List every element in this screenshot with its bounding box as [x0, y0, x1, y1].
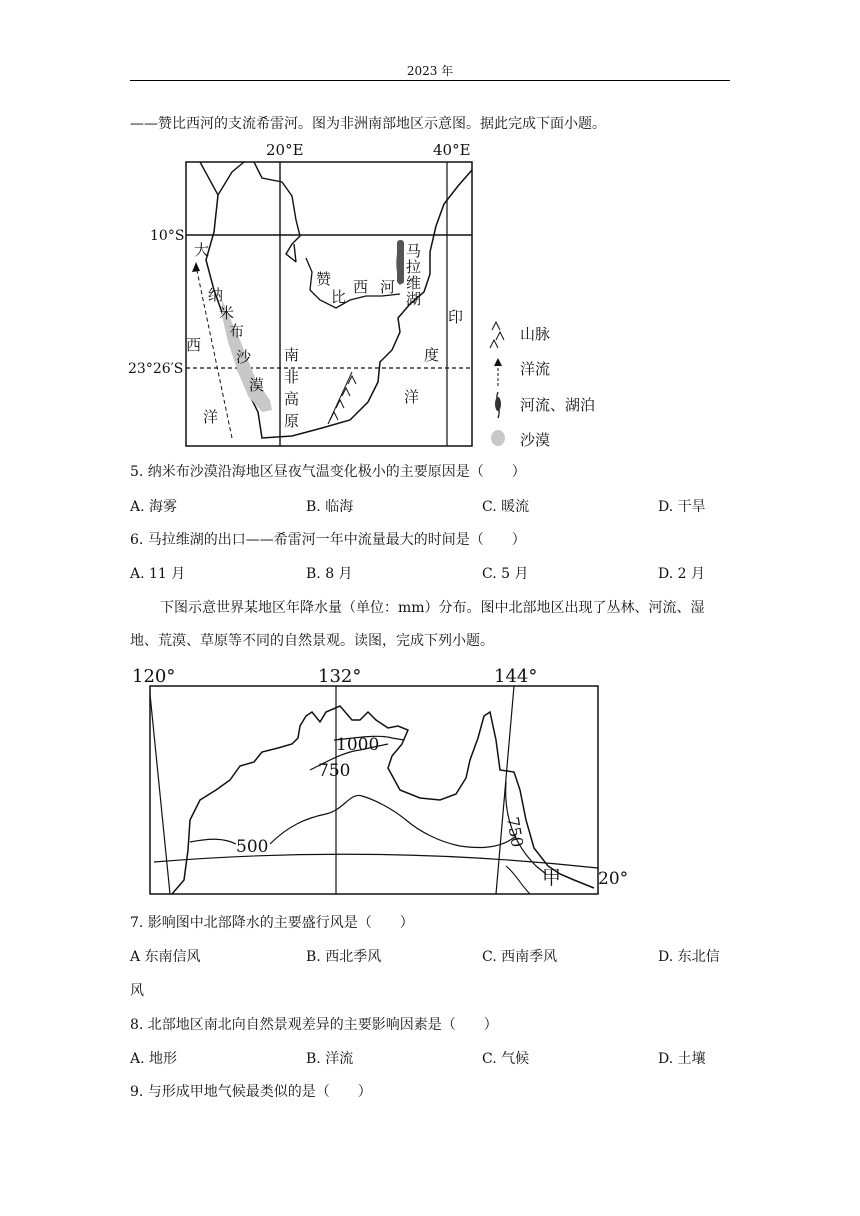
isohyet-label-500: 500: [236, 837, 269, 857]
legend-mountain-label: 山脉: [520, 325, 551, 343]
q7-option-a[interactable]: A 东南信风: [130, 949, 201, 965]
plateau-char-1: 南: [284, 346, 300, 364]
desert-char-1: 纳: [208, 286, 224, 304]
desert-char-3: 布: [229, 322, 245, 340]
australia-coastline: [172, 706, 594, 894]
q7-option-d[interactable]: D. 东北信: [658, 949, 720, 965]
q6-option-d[interactable]: D. 2 月: [658, 566, 705, 582]
river-char-2: 比: [331, 288, 347, 306]
desert-char-2: 米: [219, 304, 235, 322]
q7-option-c[interactable]: C. 西南季风: [482, 949, 558, 965]
legend-current-label: 洋流: [520, 360, 551, 378]
q7-option-b[interactable]: B. 西北季风: [306, 949, 382, 965]
intro2-line2: 地、荒漠、草原等不同的自然景观。读图，完成下列小题。: [130, 633, 494, 649]
intro-line: ——赞比西河的支流希雷河。图为非洲南部地区示意图。据此完成下面小题。: [130, 116, 606, 132]
meridian-120: [150, 694, 170, 894]
drakensberg-mountains: [328, 372, 356, 424]
lat-label-10s: 10°S: [150, 228, 185, 244]
point-jia: 甲: [542, 867, 562, 889]
river-char-4: 河: [380, 278, 396, 296]
river-char-3: 西: [353, 278, 369, 296]
southern-africa-map: [0, 135, 860, 455]
lat-label-20: 20°: [598, 869, 629, 889]
q6-option-a[interactable]: A. 11 月: [130, 566, 186, 582]
isohyet-label-1000: 1000: [336, 735, 380, 755]
q6-option-c[interactable]: C. 5 月: [482, 566, 529, 582]
legend-current-icon: [494, 358, 502, 386]
lake-char-1: 马: [406, 242, 422, 260]
q8-option-b[interactable]: B. 洋流: [306, 1051, 354, 1067]
meridian-144: [496, 686, 514, 894]
ocean-east-1: 印: [448, 308, 464, 326]
q8-option-c[interactable]: C. 气候: [482, 1051, 530, 1067]
lake-char-4: 湖: [406, 290, 422, 308]
minor-isoline: [506, 866, 530, 894]
q6-option-b[interactable]: B. 8 月: [306, 566, 353, 582]
lon-label-20e: 20°E: [266, 141, 304, 159]
q5-option-d[interactable]: D. 干旱: [658, 499, 706, 515]
lon-label-132: 132°: [318, 666, 362, 687]
river-char-1: 赞: [316, 270, 332, 288]
legend-desert-icon: [491, 430, 505, 446]
q8-option-d[interactable]: D. 土壤: [658, 1051, 706, 1067]
ocean-west-3: 洋: [203, 408, 219, 426]
q6-stem: 6. 马拉维湖的出口——希雷河一年中流量最大的时间是（ ）: [130, 532, 526, 548]
plateau-char-3: 高: [284, 390, 300, 408]
intro2-line1: 下图示意世界某地区年降水量（单位：mm）分布。图中北部地区出现了丛林、河流、湿: [160, 600, 705, 616]
q5-option-c[interactable]: C. 暖流: [482, 499, 530, 515]
q9-stem: 9. 与形成甲地气候最类似的是（ ）: [130, 1084, 372, 1100]
plateau-char-2: 非: [284, 368, 300, 386]
lon-label-144: 144°: [494, 666, 538, 687]
isohyet-label-750-east: 750: [503, 815, 528, 849]
q8-option-a[interactable]: A. 地形: [130, 1051, 178, 1067]
lat-label-tropic: 23°26′S: [128, 361, 184, 377]
current-arrowhead: [192, 262, 200, 272]
plateau-char-4: 原: [284, 412, 300, 430]
lon-label-120: 120°: [132, 666, 176, 687]
ocean-west-1: 大: [194, 241, 210, 259]
ocean-east-3: 洋: [404, 388, 420, 406]
rainfall-map: [0, 660, 860, 900]
desert-char-5: 漠: [249, 376, 265, 394]
west-coast: [200, 162, 300, 262]
legend-river-lake-icon: [495, 392, 501, 418]
q8-stem: 8. 北部地区南北向自然景观差异的主要影响因素是（ ）: [130, 1017, 498, 1033]
isohyet-label-750: 750: [318, 761, 351, 781]
page-header: 2023 年: [406, 64, 454, 78]
q5-stem: 5. 纳米布沙漠沿海地区昼夜气温变化极小的主要原因是（ ）: [130, 464, 526, 480]
desert-char-4: 沙: [236, 348, 252, 366]
legend-river-lake-label: 河流、湖泊: [520, 396, 596, 414]
lon-label-40e: 40°E: [433, 141, 471, 159]
q5-option-b[interactable]: B. 临海: [306, 499, 354, 515]
q7-stem: 7. 影响图中北部降水的主要盛行风是（ ）: [130, 915, 414, 931]
lake-malawi-body: [397, 240, 404, 284]
header-divider: [130, 80, 730, 81]
q7-option-d-wrap: 风: [130, 983, 144, 999]
legend-desert-label: 沙漠: [520, 431, 551, 449]
ocean-west-2: 西: [186, 336, 202, 354]
lake-char-3: 维: [406, 274, 422, 292]
legend-mountain-icon: [490, 322, 504, 348]
lake-char-2: 拉: [406, 258, 422, 276]
q5-option-a[interactable]: A. 海雾: [130, 499, 178, 515]
ocean-east-2: 度: [424, 346, 440, 364]
